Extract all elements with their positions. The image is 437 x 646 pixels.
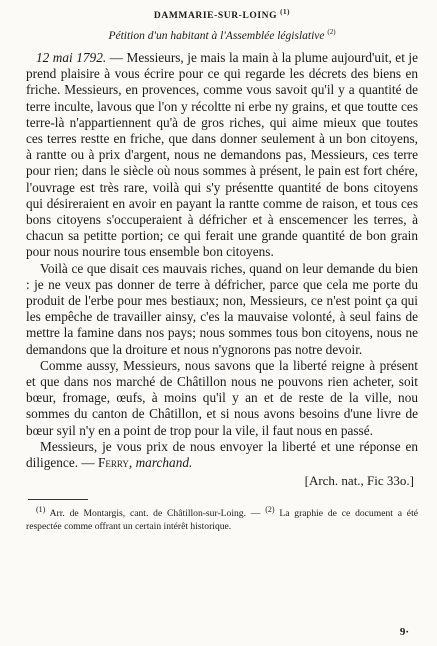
heading-footnote-mark: (1)	[280, 7, 291, 16]
paragraph-4-text: Messieurs, je vous prix de nous envoyer la liberté et une réponse en diligence. —	[26, 438, 418, 471]
petition-body	[26, 50, 418, 489]
footnote-divider	[28, 499, 88, 500]
paragraph-1-text: — Messieurs, je mais la main à la plume aujourd'uit, et je prend plaisire à vous écrire pour ce qui regarde les décrets des biens en friche. Messieurs, en provences, comme vous savoit qu'il y a quantité de terre inculte, lavous que l'on y récoltte ni erbe ny grains, et que toutte ces terre-là n'appartiennent qu'à de gros riches, qui aime mieux que toutes ces terres restte en friche, que dans donner seulement à un bon citoyens, à rantte ou à prix d'argent, nous ne demandons pas, Messieurs, ces terre pour rien; dans le siècle où nous sommes à présent, le pain est fort chére, l'ouvrage est très rare, voilà qui s'y présentte quantité de bons citoyens qui désireraient en avoir en payant la rantte comme de raison, et tous ces bons citoyens s'occuperaient à défricher et à enscemencer les terres, à chacun sa petitte portion; ce qui ferait une grande quantité de bon grain pour nous nourire tous ensemble bon citoyens.	[26, 50, 418, 260]
subtitle-footnote-mark: (2)	[327, 28, 336, 37]
page-number: 9·	[399, 626, 409, 638]
paragraph-4	[26, 439, 418, 471]
archive-reference: [Arch. nat., Fic 33o.]	[304, 473, 414, 489]
document-subtitle	[26, 28, 418, 44]
footnotes	[26, 504, 418, 532]
paragraph-1	[26, 50, 418, 261]
subtitle-text: Pétition d'un habitant à l'Assemblée législative	[108, 30, 325, 42]
signature-separator: ,	[128, 455, 136, 471]
footnote-2-text: La graphie de ce document a été respectée comme offrant un certain intérêt historique.	[26, 508, 418, 532]
heading-text: DAMMARIE-SUR-LOING	[153, 11, 278, 21]
paragraph-3: Comme aussy, Messieurs, nous savons que la liberté reigne à présent et que dans nos marché de Châtillon nous ne pouvons rien acheter, soit bœur, fromage, œufs, à moins qu'il y an et de reste de la ville, nou sommes du canton de Châtillon, et si nous avons besoins d'une livre de bœur syil n'y en a point de trop pour la vile, il faut nous en passé.	[26, 357, 418, 438]
signature-name: Ferry	[98, 455, 129, 471]
document-page	[26, 8, 418, 533]
signature-role: marchand.	[135, 455, 193, 471]
petition-date: 12 mai 1792.	[36, 50, 107, 65]
footnote-1-text: Arr. de Montargis, cant. de Châtillon-sur-Loing. —	[45, 508, 266, 520]
paragraph-2: Voilà ce que disait ces mauvais riches, quand on leur demande du bien : je ne veux pas donner de terre à défricher, parce que cela me porte du produit de l'erbe pour mes bestiaux; non, Messieurs, ce n'est point ça qui les empêche de travailler ainsy, c'es la mauvaise volonté, à seul fains de mettre la famine dans nos pays; nous sommes tous bon citoyens, nous ne demandons que la droiture et nous n'ygnorons pas notre devoir.	[26, 260, 418, 357]
footnote-2-mark: (2)	[265, 505, 275, 515]
footnote-1-mark: (1)	[36, 505, 46, 515]
page-heading	[26, 8, 418, 24]
